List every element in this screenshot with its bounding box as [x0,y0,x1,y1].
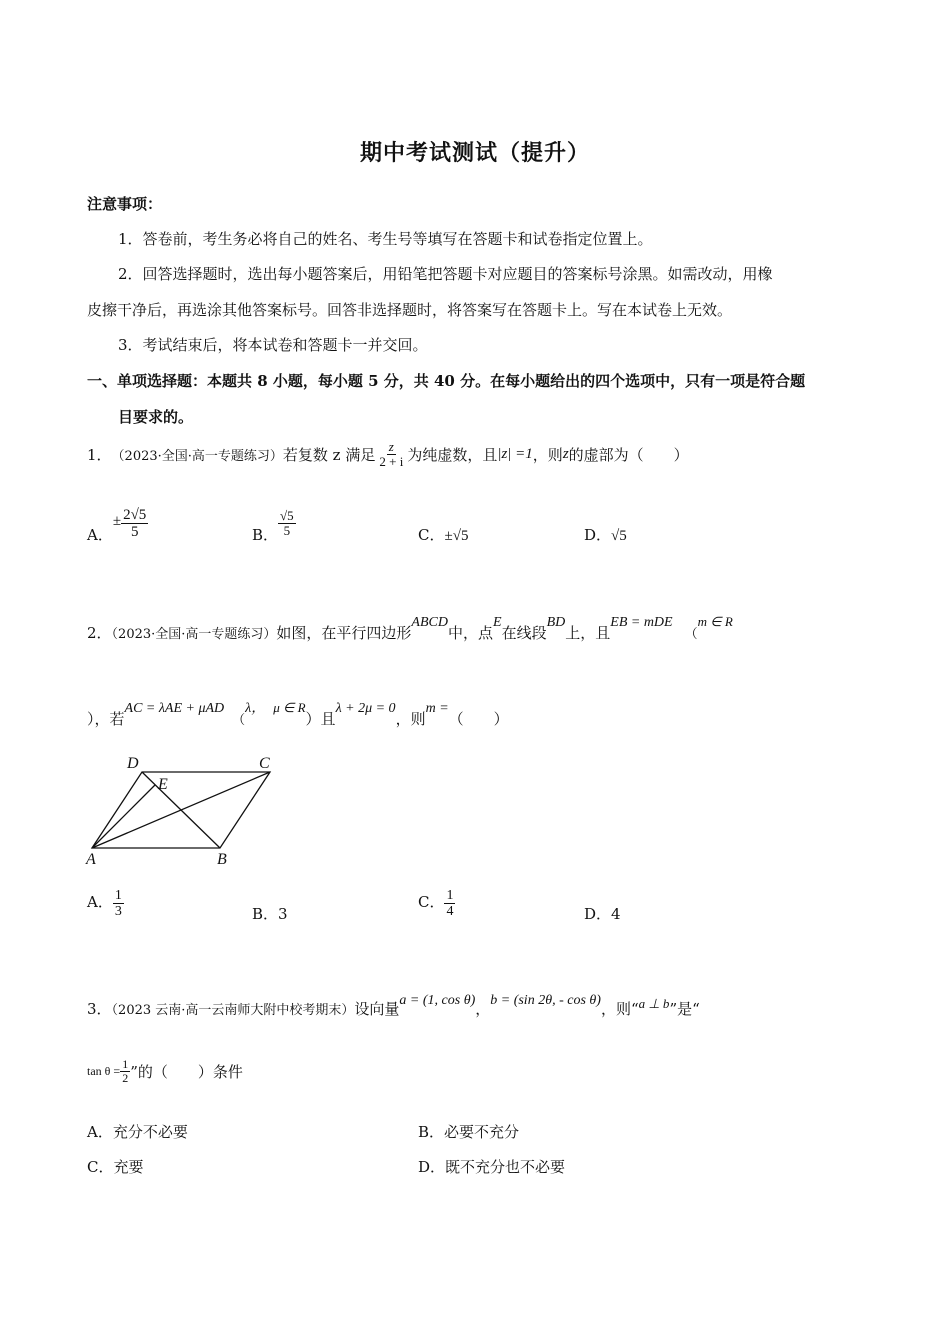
section-heading-cont: 目要求的。 [118,408,194,426]
q2-text-then: ，则 [395,710,426,728]
q1-option-a [87,502,148,545]
q2-option-b-value: 3 [278,905,288,923]
q2-number: 2． [87,624,112,642]
q3-option-c-value: 充要 [113,1158,144,1176]
q1-option-a-num: 2√5 [123,506,147,523]
q3-option-c [87,1156,144,1177]
label-b: B [217,851,227,868]
q1-option-b-frac [278,509,296,539]
q1-frac-den: 2 + i [379,454,404,470]
q1-option-a-pm: ± [112,513,122,529]
q2-m-eq: m = [425,701,449,716]
q1-option-a-frac [121,507,148,541]
q3-option-d-value: 既不充分也不必要 [445,1158,566,1176]
q1-option-b-num: √5 [280,507,294,523]
q2-option-c-label: C． [418,893,445,912]
q2-text-1: 如图，在平行四边形 [276,624,412,642]
q2-m-in-r: m ∈ R [697,614,733,629]
parallelogram-figure [82,752,282,870]
q3-option-a [87,1121,188,1142]
notice-item-3: 3．考试结束后，将本试卷和答题卡一并交回。 [118,336,428,354]
q2-abcd: ABCD [411,615,448,630]
q2-option-a-label: A． [87,893,113,912]
q3-vec-b: b = (sin 2θ, - cos θ) [490,993,601,1008]
q2-lambda: λ， [245,701,266,716]
q3-perp: a ⊥ b [638,996,670,1011]
q3-vec-a: a = (1, cos θ) [399,993,476,1008]
q3-source: （2023 云南·高一云南师大附中校考期末） [111,1003,355,1018]
q1-option-d-label: D． [584,526,612,544]
diagonal-bd [142,772,220,848]
q2-option-b [252,903,288,924]
q1-text-b: 为纯虚数，且 [407,446,498,465]
q1-source: （2023·全国·高一专题练习） [111,449,283,465]
q3-text-3: ”是“ [669,1000,700,1018]
q2-paren: （ [684,627,698,642]
q3-tan-num: 1 [122,1057,129,1071]
q1-option-a-den: 5 [130,524,139,540]
q2-option-c [418,888,455,920]
label-e: E [158,776,168,793]
q1-fraction [377,440,405,470]
q1-option-b-den: 5 [283,523,291,538]
q1-option-d-value: √5 [611,528,627,544]
q2-option-a-den: 3 [114,904,122,920]
q3-tan: tan θ = [87,1064,121,1079]
q3-text-1: 设向量 [354,1000,400,1018]
q3-number: 3． [87,1000,112,1018]
q2-line2-start: ），若 [87,710,125,728]
q1-option-c-value: ±√5 [444,528,469,544]
q2-option-d [584,903,621,924]
q1-option-c [418,524,468,545]
q2-option-d-label: D． [584,905,612,923]
q3-tan-frac [120,1058,130,1085]
q3-comma: ， [475,1000,491,1018]
q1-option-b [252,502,296,545]
question-2 [87,614,733,643]
q2-mu-in-r: μ ∈ R [273,700,306,715]
q3-option-b-label: B． [418,1123,445,1141]
q3-option-c-label: C． [87,1158,114,1176]
question-3-line-2 [87,1058,243,1085]
q2-text-3: 在线段 [501,624,547,642]
q2-option-d-value: 4 [611,905,621,923]
notice-item-2: 2．回答选择题时，选出每小题答案后，用铅笔把答题卡对应题目的答案标号涂黑。如需改动，用橡 [118,265,773,283]
q1-var: z [562,446,569,463]
q2-paren-2: （ [232,713,246,728]
q3-option-a-label: A． [87,1123,113,1141]
question-2-line-2 [87,700,509,729]
q2-eq1: EB = mDE [610,615,673,630]
q2-eq2: AC = λAE + μAD [124,701,225,716]
q2-option-a-frac [113,888,124,920]
label-c: C [259,755,270,772]
q2-option-c-frac [444,888,455,920]
q1-abs: |z| =1 [497,446,533,463]
q3-text-2: ，则“ [600,1000,639,1018]
q3-tan-den: 2 [122,1071,129,1086]
q3-option-b [418,1121,519,1142]
q2-text-4: 上，且 [565,624,611,642]
notice-item-1: 1．答卷前，考生务必将自己的姓名、考生号等填写在答题卡和试卷指定位置上。 [118,230,653,248]
q1-frac-num: z [388,439,394,454]
q2-option-c-num: 1 [446,888,454,903]
label-a: A [86,851,96,868]
q2-option-a-num: 1 [114,888,122,903]
q1-text-d: 的虚部为（ ） [568,446,689,465]
q2-e: E [493,615,502,630]
q2-option-c-den: 4 [446,904,454,920]
q2-bd: BD [546,615,566,630]
question-1 [87,440,689,470]
q3-option-d [418,1156,565,1177]
q3-option-a-value: 充分不必要 [112,1123,188,1141]
q2-source: （2023·全国·高一专题练习） [111,627,277,642]
q1-number: 1． [87,446,112,465]
section-heading: 一、单项选择题：本题共 8 小题，每小题 5 分，共 40 分。在每小题给出的四个选项中，只有一项是符合题 [87,372,806,390]
q1-text-a: 若复数 z 满足 [282,446,376,465]
q1-option-d [584,524,627,545]
q1-option-b-label: B． [252,526,279,544]
segment-ae [92,785,155,848]
q1-text-c: ，则 [532,446,563,465]
q2-eq3: λ + 2μ = 0 [335,701,396,716]
notice-item-2-cont: 皮擦干净后，再选涂其他答案标号。回答非选择题时，将答案写在答题卡上。写在本试卷上无效。 [87,301,733,319]
q2-text-2: 中，点 [447,624,493,642]
notice-heading: 注意事项： [87,195,163,213]
q3-option-b-value: 必要不充分 [444,1123,520,1141]
q2-blank: （ ） [448,710,509,728]
q2-option-b-label: B． [252,905,279,923]
q3-option-d-label: D． [418,1158,446,1176]
label-d: D [127,755,139,772]
question-3 [87,993,700,1019]
q1-option-a-label: A． [87,526,113,544]
q3-text-4: ”的（ ）条件 [130,1063,243,1082]
q2-option-a [87,888,124,920]
q1-option-c-label: C． [418,526,445,544]
page-title: 期中考试测试（提升） [359,140,590,166]
q2-text-and: ）且 [305,710,336,728]
